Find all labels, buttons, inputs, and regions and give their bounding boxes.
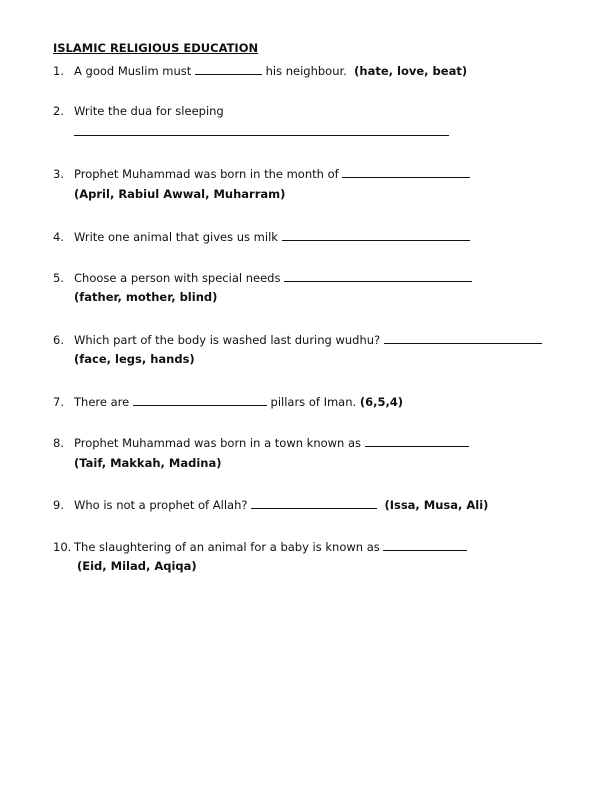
question-number: 9. (53, 498, 64, 512)
answer-options: (face, legs, hands) (74, 352, 195, 366)
question-9 (53, 497, 488, 512)
question-number: 4. (53, 230, 64, 244)
answer-options: (Eid, Milad, Aqiqa) (77, 559, 197, 573)
question-number: 10. (53, 540, 72, 554)
question-text: Write the dua for sleeping (74, 104, 224, 118)
question-number: 1. (53, 64, 64, 78)
question-number: 3. (53, 167, 64, 181)
answer-blank[interactable] (383, 539, 467, 551)
answer-blank[interactable] (365, 435, 469, 447)
question-8 (53, 435, 469, 450)
answer-options: (Issa, Musa, Ali) (384, 498, 489, 512)
question-text-before: There are (74, 395, 130, 409)
question-3 (53, 166, 470, 181)
question-text: Write one animal that gives us milk (74, 230, 278, 244)
question-text-after: pillars of Iman. (270, 395, 357, 409)
question-10 (53, 539, 467, 554)
answer-blank[interactable] (384, 332, 542, 344)
answer-options: (Taif, Makkah, Madina) (74, 456, 222, 470)
question-1 (53, 63, 467, 78)
question-text: Who is not a prophet of Allah? (74, 498, 248, 512)
answer-blank[interactable] (74, 124, 449, 136)
question-number: 8. (53, 436, 64, 450)
question-number: 7. (53, 395, 64, 409)
question-text: Prophet Muhammad was born in a town known as (74, 436, 362, 450)
answer-blank[interactable] (133, 394, 267, 406)
question-text: Which part of the body is washed last during wudhu? (74, 333, 381, 347)
answer-options: (6,5,4) (359, 395, 404, 409)
answer-options: (father, mother, blind) (74, 290, 218, 304)
question-number: 2. (53, 104, 64, 118)
question-7 (53, 394, 403, 409)
answer-options: (hate, love, beat) (354, 64, 468, 78)
question-2-answer-line (74, 124, 449, 139)
answer-blank[interactable] (342, 166, 470, 178)
question-text-before: A good Muslim must (74, 64, 192, 78)
question-number: 5. (53, 271, 64, 285)
question-text: Choose a person with special needs (74, 271, 281, 285)
question-text: Prophet Muhammad was born in the month of (74, 167, 339, 181)
answer-options: (April, Rabiul Awwal, Muharram) (74, 187, 286, 201)
question-text-after: his neighbour. (265, 64, 347, 78)
question-text: The slaughtering of an animal for a baby is known as (74, 540, 380, 554)
question-6 (53, 332, 542, 347)
answer-blank[interactable] (282, 229, 470, 241)
question-5 (53, 270, 472, 285)
question-4 (53, 229, 470, 244)
answer-blank[interactable] (195, 63, 262, 75)
question-number: 6. (53, 333, 64, 347)
question-2 (53, 104, 224, 118)
worksheet-title: ISLAMIC RELIGIOUS EDUCATION (53, 41, 259, 55)
answer-blank[interactable] (284, 270, 472, 282)
answer-blank[interactable] (251, 497, 377, 509)
